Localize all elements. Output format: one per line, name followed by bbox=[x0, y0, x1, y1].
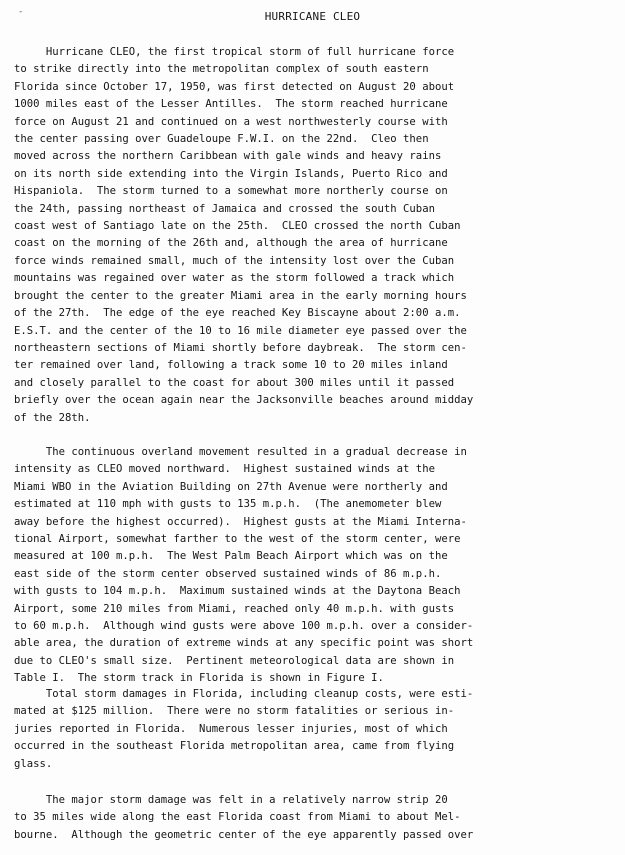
text-line: glass. bbox=[14, 757, 53, 770]
text-line: mountains was regained over water as the storm followed a track which bbox=[14, 272, 455, 285]
text-line: force on August 21 and continued on a west northwesterly course with bbox=[14, 115, 448, 128]
text-line: juries reported in Florida. Numerous lesser injuries, most of which bbox=[14, 722, 448, 735]
text-line: measured at 100 m.p.h. The West Palm Beach Airport which was on the bbox=[14, 550, 448, 563]
text-line: away before the highest occurred). Highest gusts at the Miami Interna- bbox=[14, 515, 467, 528]
text-line: on its north side extending into the Virgin Islands, Puerto Rico and bbox=[14, 167, 448, 180]
text-line: moved across the northern Caribbean with gale winds and heavy rains bbox=[14, 150, 442, 163]
text-line: of the 28th. bbox=[14, 411, 91, 424]
document-title: HURRICANE CLEO bbox=[264, 10, 361, 23]
corner-mark: - bbox=[18, 7, 24, 17]
text-line: E.S.T. and the center of the 10 to 16 mile diameter eye passed over the bbox=[14, 324, 467, 337]
text-line: Miami WBO in the Aviation Building on 27th Avenue were northerly and bbox=[14, 480, 448, 493]
text-line: coast on the morning of the 26th and, although the area of hurricane bbox=[14, 237, 448, 250]
text-line: Florida since October 17, 1950, was first detected on August 20 about bbox=[14, 80, 455, 93]
paragraph-storm-history bbox=[14, 44, 614, 427]
text-line: ter remained over land, following a track some 10 to 20 miles inland bbox=[14, 359, 448, 372]
text-line: the center passing over Guadeloupe F.W.I. on the 22nd. Cleo then bbox=[14, 133, 429, 146]
text-line: northeastern sections of Miami shortly before daybreak. The storm cen- bbox=[14, 341, 467, 354]
text-line: estimated at 110 mph with gusts to 135 m.p.h. (The anemometer blew bbox=[14, 498, 442, 511]
text-line: Hispaniola. The storm turned to a somewhat more northerly course on bbox=[14, 185, 448, 198]
text-line: to 35 miles wide along the east Florida coast from Miami to about Mel- bbox=[14, 811, 461, 824]
text-line: coast west of Santiago late on the 25th. CLEO crossed the north Cuban bbox=[14, 220, 461, 233]
text-line: Airport, some 210 miles from Miami, reached only 40 m.p.h. with gusts bbox=[14, 602, 455, 615]
text-line: due to CLEO's small size. Pertinent meteorological data are shown in bbox=[14, 654, 455, 667]
text-line: tional Airport, somewhat farther to the west of the storm center, were bbox=[14, 533, 461, 546]
text-line: east side of the storm center observed sustained winds of 86 m.p.h. bbox=[14, 567, 442, 580]
text-line: occurred in the southeast Florida metropolitan area, came from flying bbox=[14, 740, 455, 753]
text-line: 1000 miles east of the Lesser Antilles. The storm reached hurricane bbox=[14, 98, 448, 111]
paragraph-wind-observations bbox=[14, 444, 614, 688]
text-line: The continuous overland movement resulted in a gradual decrease in bbox=[14, 446, 467, 458]
text-line: of the 27th. The edge of the eye reached Key Biscayne about 2:00 a.m. bbox=[14, 307, 461, 320]
text-line: with gusts to 104 m.p.h. Maximum sustained winds at the Daytona Beach bbox=[14, 585, 461, 598]
text-line: Total storm damages in Florida, including cleanup costs, were esti- bbox=[14, 688, 474, 700]
text-line: able area, the duration of extreme winds at any specific point was short bbox=[14, 637, 474, 650]
text-line: and closely parallel to the coast for about 300 miles until it passed bbox=[14, 376, 455, 389]
text-line: Table I. The storm track in Florida is shown in Figure I. bbox=[14, 672, 384, 685]
text-line: brought the center to the greater Miami area in the early morning hours bbox=[14, 289, 467, 302]
text-line: bourne. Although the geometric center of the eye apparently passed over bbox=[14, 828, 474, 841]
paragraph-major-damage bbox=[14, 792, 614, 844]
text-line: to strike directly into the metropolitan complex of south eastern bbox=[14, 63, 429, 76]
text-line: The major storm damage was felt in a relatively narrow strip 20 bbox=[14, 794, 448, 806]
text-line: intensity as CLEO moved northward. Highest sustained winds at the bbox=[14, 463, 435, 476]
text-line: mated at $125 million. There were no storm fatalities or serious in- bbox=[14, 705, 455, 718]
text-line: force winds remained small, much of the intensity lost over the Cuban bbox=[14, 254, 455, 267]
text-line: the 24th, passing northeast of Jamaica and crossed the south Cuban bbox=[14, 202, 435, 215]
text-line: Hurricane CLEO, the first tropical storm of full hurricane force bbox=[14, 46, 455, 58]
paragraph-damages bbox=[14, 686, 614, 773]
text-line: briefly over the ocean again near the Jacksonville beaches around midday bbox=[14, 394, 474, 407]
text-line: to 60 m.p.h. Although wind gusts were above 100 m.p.h. over a consider- bbox=[14, 620, 474, 633]
